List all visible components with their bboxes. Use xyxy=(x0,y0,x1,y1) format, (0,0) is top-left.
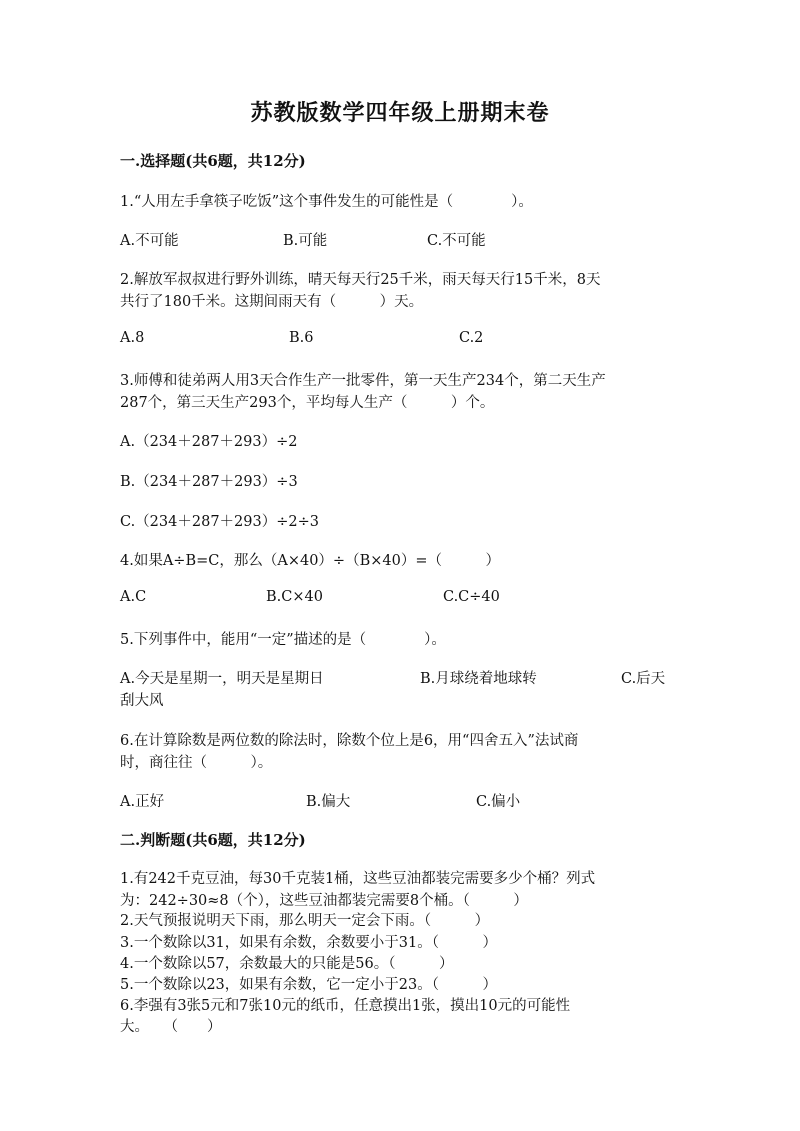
judgement-line-8: 大。 （ ） xyxy=(120,1019,222,1035)
question-6-option-c: C.偏小 xyxy=(476,794,521,810)
question-3-option-a: A.（234＋287＋293）÷2 xyxy=(120,434,298,450)
judgement-line-3: 2.天气预报说明天下雨，那么明天一定会下雨。（ ） xyxy=(120,913,490,929)
question-4-option-c: C.C÷40 xyxy=(443,589,500,605)
question-6-text-line-2: 时，商往往（ ）。 xyxy=(120,755,273,771)
section-heading-choice: 一.选择题(共6题，共12分) xyxy=(120,152,306,170)
question-5-option-b: B.月球绕着地球转 xyxy=(420,671,537,687)
question-3-option-c: C.（234＋287＋293）÷2÷3 xyxy=(120,514,319,530)
question-3-text-line-2: 287个，第三天生产293个，平均每人生产（ ）个。 xyxy=(120,395,495,411)
question-4-option-a: A.C xyxy=(120,589,147,605)
question-1-text: 1.“人用左手拿筷子吃饭”这个事件发生的可能性是（ ）。 xyxy=(120,194,533,210)
question-6-option-a: A.正好 xyxy=(120,794,165,810)
question-4-text: 4.如果A÷B=C，那么（A×40）÷（B×40）=（ ） xyxy=(120,553,500,569)
question-1-option-b: B.可能 xyxy=(283,233,328,249)
question-2-text-line-1: 2.解放军叔叔进行野外训练，晴天每天行25千米，雨天每天行15千米，8天 xyxy=(120,272,601,288)
question-3-option-b: B.（234＋287＋293）÷3 xyxy=(120,474,298,490)
question-2-text-line-2: 共行了180千米。这期间雨天有（ ）天。 xyxy=(120,294,424,310)
question-5-option-c: C.后天 xyxy=(621,671,666,687)
question-5-option-a: A.今天是星期一，明天是星期日 xyxy=(120,671,324,687)
question-2-option-b: B.6 xyxy=(289,330,314,346)
judgement-line-1: 1.有242千克豆油，每30千克装1桶，这些豆油都装完需要多少个桶？列式 xyxy=(120,871,596,887)
question-6-text-line-1: 6.在计算除数是两位数的除法时，除数个位上是6，用“四舍五入”法试商 xyxy=(120,733,579,749)
section-heading-judgement: 二.判断题(共6题，共12分) xyxy=(120,831,306,849)
question-2-option-c: C.2 xyxy=(459,330,484,346)
judgement-line-5: 4.一个数除以57，余数最大的只能是56。（ ） xyxy=(120,956,454,972)
question-3-text-line-1: 3.师傅和徒弟两人用3天合作生产一批零件，第一天生产234个，第二天生产 xyxy=(120,373,606,389)
judgement-line-2: 为：242÷30≈8（个），这些豆油都装完需要8个桶。（ ） xyxy=(120,893,528,909)
question-1-option-a: A.不可能 xyxy=(120,233,179,249)
question-5-text: 5.下列事件中，能用“一定”描述的是（ ）。 xyxy=(120,632,446,648)
judgement-line-4: 3.一个数除以31，如果有余数，余数要小于31。（ ） xyxy=(120,935,497,951)
question-5-option-c-continued: 刮大风 xyxy=(120,693,164,709)
page-title: 苏教版数学四年级上册期末卷 xyxy=(250,100,550,126)
question-1-option-c: C.不可能 xyxy=(427,233,486,249)
question-4-option-b: B.C×40 xyxy=(266,589,323,605)
question-2-option-a: A.8 xyxy=(120,330,145,346)
question-6-option-b: B.偏大 xyxy=(306,794,351,810)
judgement-line-6: 5.一个数除以23，如果有余数，它一定小于23。（ ） xyxy=(120,977,497,993)
judgement-line-7: 6.李强有3张5元和7张10元的纸币，任意摸出1张，摸出10元的可能性 xyxy=(120,998,571,1014)
